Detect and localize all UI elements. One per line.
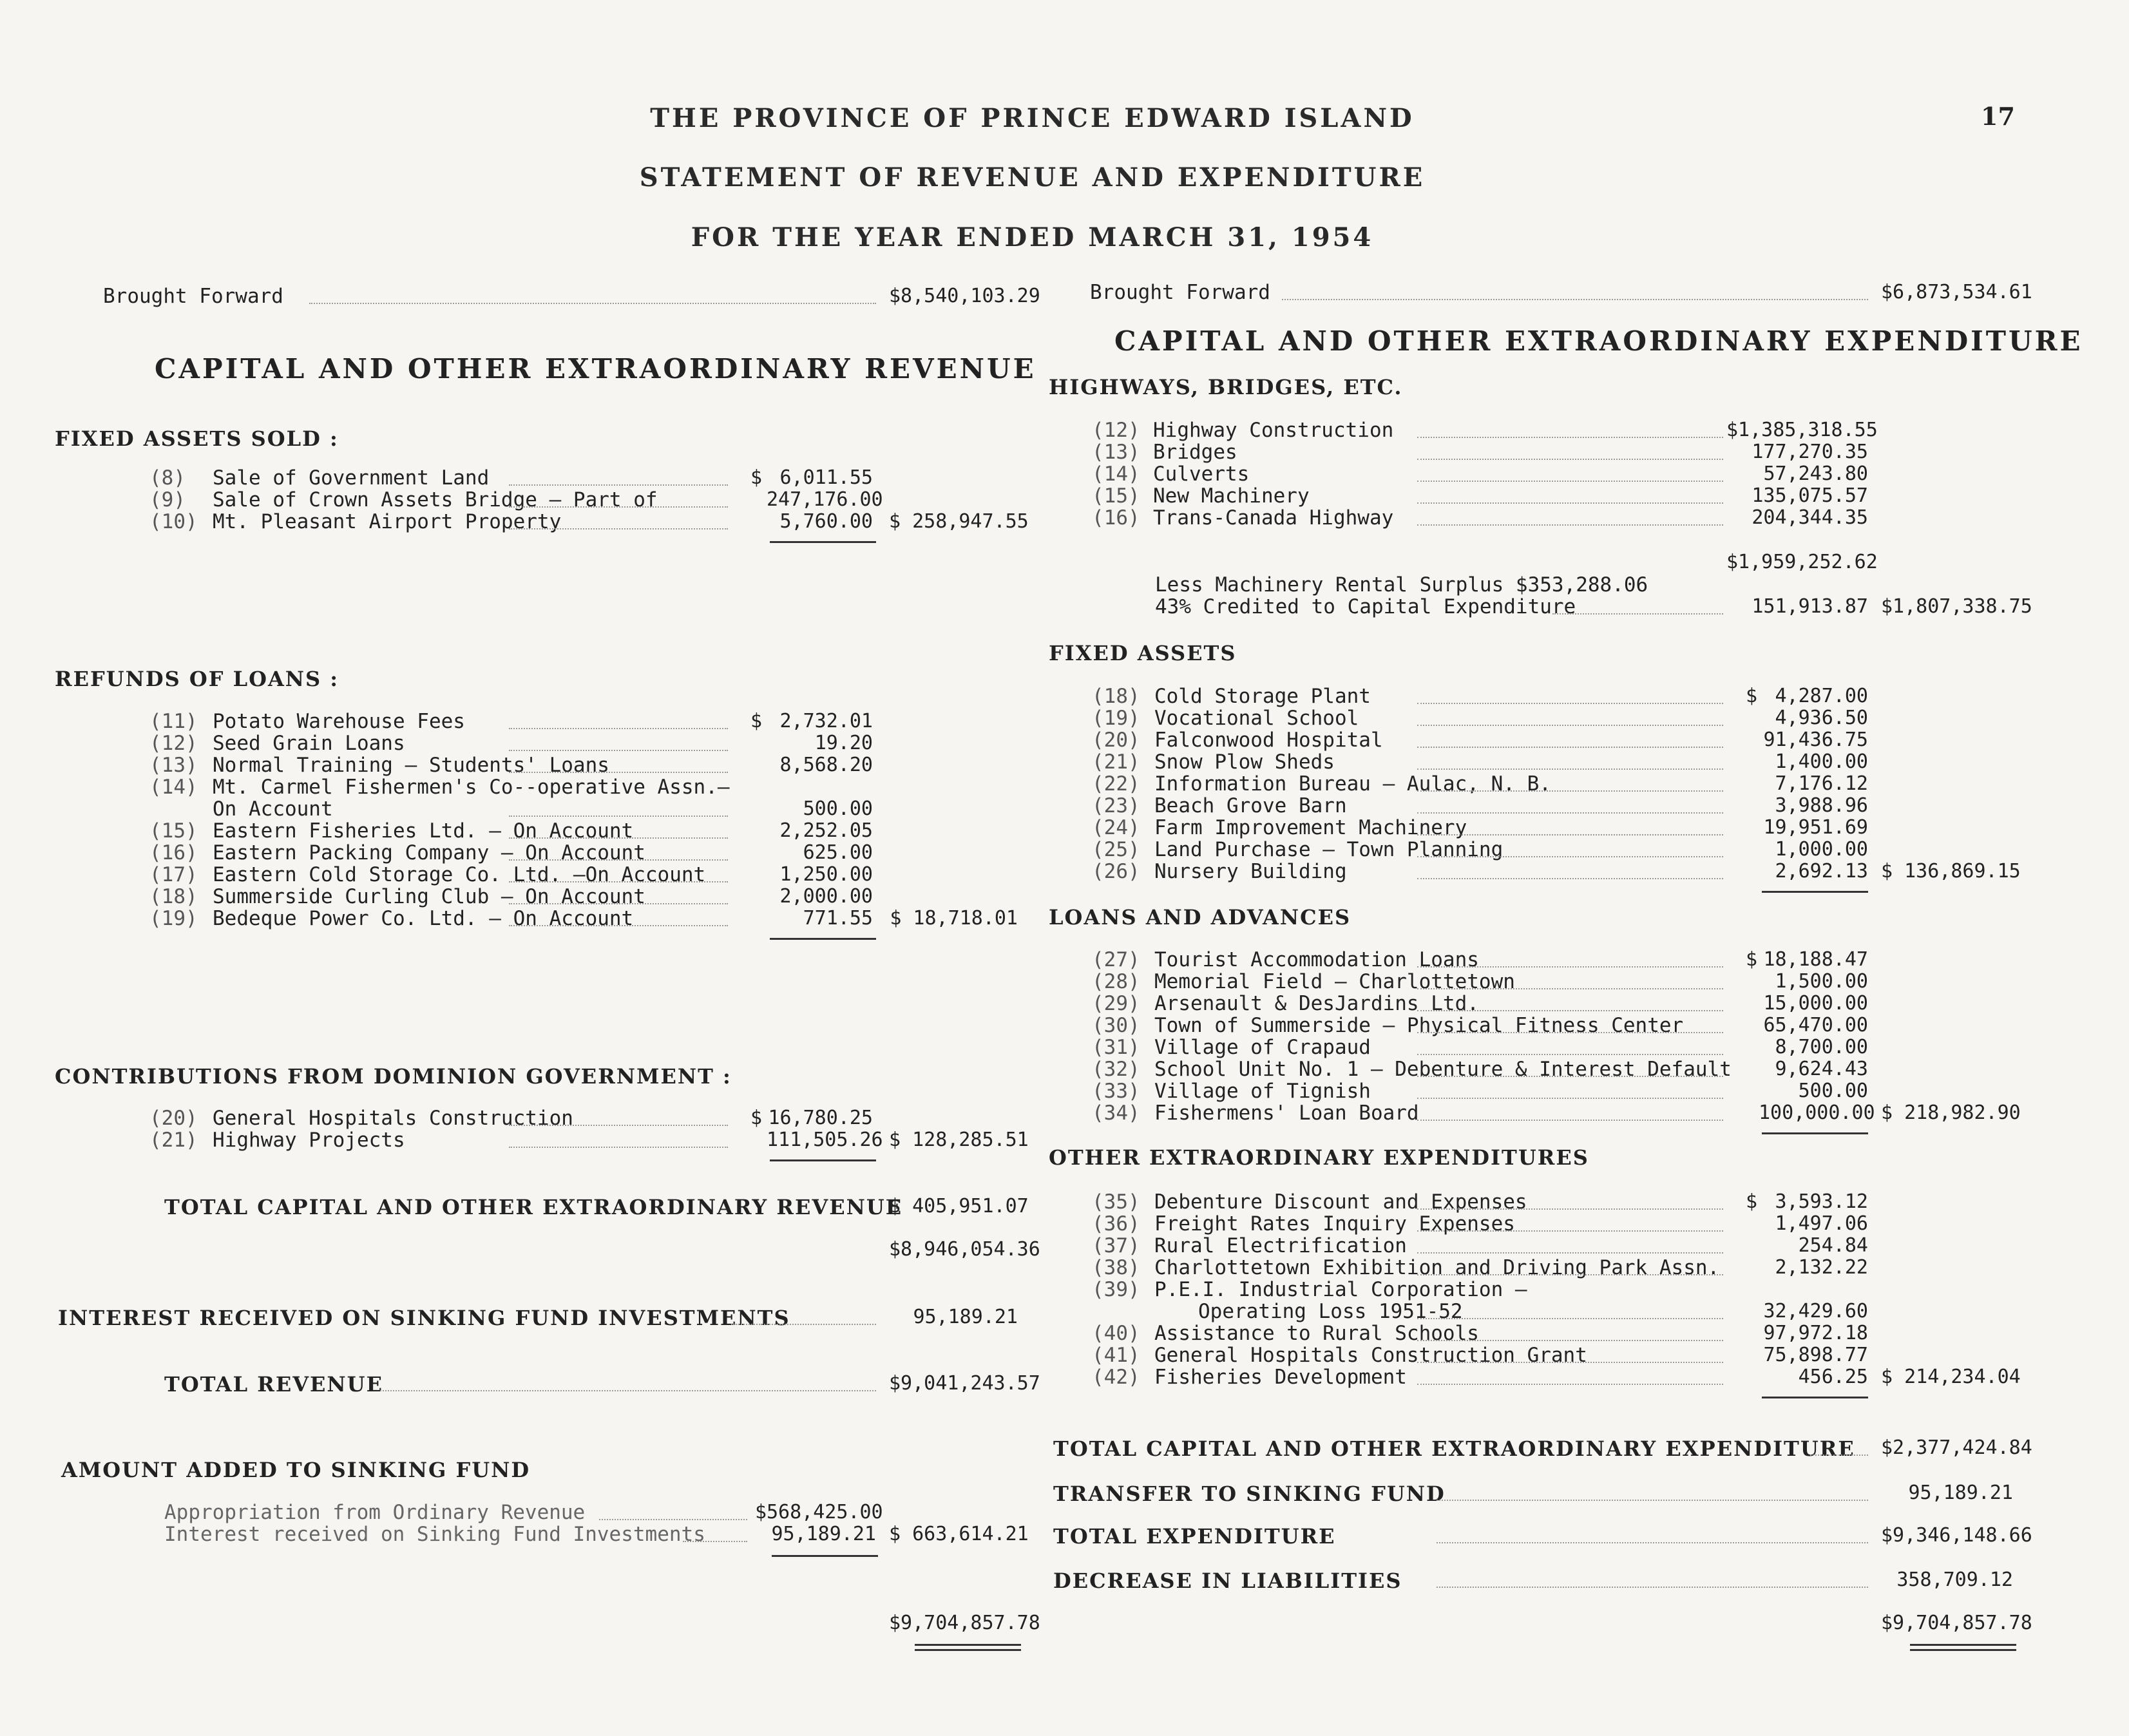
leader-dots: [1417, 768, 1723, 770]
leader-dots: [509, 1147, 728, 1148]
item-label: Nursery Building: [1154, 860, 1347, 883]
item-label: School Unit No. 1 — Debenture & Interest Default: [1154, 1058, 1732, 1081]
leader-dots: [1417, 747, 1723, 748]
leader-dots: [1417, 1274, 1723, 1275]
item-amount: 2,252.05: [779, 819, 873, 842]
item-amount: 568,425.00: [767, 1501, 883, 1523]
currency-sign: $: [1746, 685, 1758, 707]
item-number: (31): [1092, 1036, 1140, 1059]
item-label: P.E.I. Industrial Corporation —: [1154, 1278, 1527, 1301]
item-label: Beach Grove Barn: [1154, 794, 1347, 817]
item-amount: 15,000.00: [1763, 992, 1868, 1015]
item-label: Information Bureau — Aulac, N. B.: [1154, 772, 1551, 796]
period-title: FOR THE YEAR ENDED MARCH 31, 1954: [691, 222, 1374, 253]
item-amount: 111,505.26: [767, 1129, 883, 1151]
item-amount: 5,760.00: [779, 510, 873, 533]
subtotal-rule: [770, 938, 876, 940]
item-label: Eastern Fisheries Ltd. — On Account: [213, 819, 634, 843]
interest-amount: 95,189.21: [913, 1306, 1018, 1328]
item-label: Fishermens' Loan Board: [1154, 1102, 1419, 1125]
leader-dots: [1417, 703, 1723, 704]
summary-label: TOTAL CAPITAL AND OTHER EXTRAORDINARY EXPENDITURE: [1053, 1436, 1855, 1461]
section-total: $ 136,869.15: [1881, 860, 2021, 882]
item-number: (21): [149, 1129, 198, 1152]
less-amount: 151,913.87: [1752, 595, 1868, 618]
subtotal-amount: $8,946,054.36: [889, 1238, 1040, 1261]
item-label: On Account: [213, 797, 333, 821]
total-revenue-amount: $9,041,243.57: [889, 1372, 1040, 1395]
total-capital-label: TOTAL CAPITAL AND OTHER EXTRAORDINARY REVENUE: [164, 1195, 903, 1219]
item-amount: 16,780.25: [768, 1107, 873, 1129]
item-label: Interest received on Sinking Fund Investments: [164, 1523, 705, 1546]
item-amount: 6,011.55: [779, 466, 873, 489]
item-label: New Machinery: [1153, 484, 1310, 508]
item-number: (21): [1092, 750, 1140, 774]
item-label: Arsenault & DesJardins Ltd.: [1154, 992, 1479, 1015]
item-number: (14): [1092, 463, 1140, 486]
item-label: Highway Construction: [1153, 419, 1394, 442]
currency-sign: $: [1746, 1190, 1758, 1213]
item-amount: 8,568.20: [779, 754, 873, 776]
item-amount: 65,470.00: [1763, 1014, 1868, 1036]
item-amount: $1,385,318.55: [1726, 419, 1878, 441]
item-number: (22): [1092, 772, 1140, 796]
brought-forward-amount: $6,873,534.61: [1881, 281, 2032, 303]
item-amount: 254.84: [1798, 1234, 1868, 1257]
item-number: (19): [1092, 707, 1140, 730]
item-amount: 1,497.06: [1775, 1212, 1868, 1235]
item-number: (16): [149, 841, 198, 864]
item-amount: 1,400.00: [1775, 750, 1868, 773]
item-number: (35): [1092, 1190, 1140, 1214]
leader-dots: [599, 1519, 747, 1520]
item-label: Freight Rates Inquiry Expenses: [1154, 1212, 1515, 1235]
item-number: (33): [1092, 1080, 1140, 1103]
total-revenue-label: TOTAL REVENUE: [164, 1372, 383, 1397]
left-grand-total: $9,704,857.78: [889, 1612, 1040, 1634]
item-label: Village of Crapaud: [1154, 1036, 1371, 1059]
leader-dots: [1417, 856, 1723, 857]
leader-dots: [509, 881, 728, 882]
subsection-title: FIXED ASSETS: [1049, 641, 1237, 665]
leader-dots: [509, 859, 728, 861]
item-amount: 2,132.22: [1775, 1256, 1868, 1279]
item-label: Normal Training — Students' Loans: [213, 754, 609, 777]
item-amount: 3,593.12: [1775, 1190, 1868, 1213]
summary-amount: $9,346,148.66: [1881, 1524, 2032, 1547]
item-label: Bedeque Power Co. Ltd. — On Account: [213, 907, 634, 930]
leader-dots: [309, 303, 876, 304]
item-amount: 57,243.80: [1763, 463, 1868, 485]
item-amount: 4,287.00: [1775, 685, 1868, 707]
item-label: General Hospitals Construction Grant: [1154, 1344, 1587, 1367]
item-amount: 4,936.50: [1775, 707, 1868, 729]
item-label: Debenture Discount and Expenses: [1154, 1190, 1527, 1214]
section-total: $ 663,614.21: [889, 1523, 1029, 1545]
item-label: Village of Tignish: [1154, 1080, 1371, 1103]
item-amount: 625.00: [803, 841, 873, 864]
total-rule: [1910, 1644, 2016, 1646]
item-amount: 95,189.21: [771, 1523, 876, 1545]
page-number: 17: [1981, 102, 2015, 131]
leader-dots: [380, 1390, 876, 1391]
leader-dots: [1417, 459, 1723, 460]
item-number: (38): [1092, 1256, 1140, 1279]
summary-amount: $2,377,424.84: [1881, 1436, 2032, 1459]
section-total: $ 258,947.55: [889, 510, 1029, 533]
leader-dots: [1417, 1120, 1723, 1121]
item-label: Farm Improvement Machinery: [1154, 816, 1467, 839]
subsection-title: REFUNDS OF LOANS :: [55, 667, 339, 691]
item-amount: 456.25: [1798, 1366, 1868, 1388]
item-number: (10): [149, 510, 198, 533]
item-number: (28): [1092, 970, 1140, 993]
leader-dots: [1282, 299, 1868, 300]
item-number: (12): [1092, 419, 1140, 442]
right-grand-total: $9,704,857.78: [1881, 1612, 2032, 1634]
leader-dots: [731, 1324, 876, 1325]
item-number: (13): [149, 754, 198, 777]
leader-dots: [1417, 1076, 1723, 1077]
item-label: Bridges: [1153, 441, 1237, 464]
summary-label: TRANSFER TO SINKING FUND: [1053, 1482, 1446, 1506]
leader-dots: [509, 772, 728, 773]
less-line-1: Less Machinery Rental Surplus $353,288.06: [1155, 573, 1648, 596]
leader-dots: [509, 506, 728, 508]
currency-sign: $: [750, 466, 763, 489]
summary-label: DECREASE IN LIABILITIES: [1053, 1569, 1402, 1593]
leader-dots: [1417, 988, 1723, 989]
item-number: (25): [1092, 838, 1140, 861]
item-number: (29): [1092, 992, 1140, 1015]
item-number: (13): [1092, 441, 1140, 464]
item-amount: 1,250.00: [779, 863, 873, 886]
item-number: (41): [1092, 1344, 1140, 1367]
item-number: (11): [149, 710, 198, 733]
item-amount: 500.00: [803, 797, 873, 820]
leader-dots: [1417, 1362, 1723, 1363]
item-label: Operating Loss 1951-52: [1198, 1300, 1463, 1323]
item-number: (32): [1092, 1058, 1140, 1081]
item-number: (36): [1092, 1212, 1140, 1235]
item-label: Sale of Government Land: [213, 466, 490, 490]
item-number: (27): [1092, 948, 1140, 971]
leader-dots: [1417, 1318, 1723, 1319]
item-number: (12): [149, 732, 198, 755]
section-total: $ 218,982.90: [1881, 1102, 2021, 1124]
leader-dots: [1417, 437, 1723, 438]
interest-label: INTEREST RECEIVED ON SINKING FUND INVESTMENTS: [58, 1306, 790, 1330]
currency-sign: $: [750, 1107, 763, 1129]
subtotal-rule: [770, 541, 876, 543]
item-label: Cold Storage Plant: [1154, 685, 1371, 708]
leader-dots: [1417, 1252, 1723, 1254]
leader-dots: [509, 728, 728, 729]
item-label: Appropriation from Ordinary Revenue: [164, 1501, 586, 1524]
item-amount: 9,624.43: [1775, 1058, 1868, 1080]
section-total: $ 214,234.04: [1881, 1366, 2021, 1388]
item-number: (14): [149, 776, 198, 799]
item-number: (18): [149, 885, 198, 908]
item-label: Trans-Canada Highway: [1153, 506, 1394, 529]
item-label: Eastern Packing Company — On Account: [213, 841, 645, 864]
leader-dots: [509, 837, 728, 839]
section-title: CAPITAL AND OTHER EXTRAORDINARY EXPENDITURE: [1114, 325, 2083, 357]
item-amount: 19,951.69: [1763, 816, 1868, 839]
leader-dots: [1417, 812, 1723, 814]
item-label: Rural Electrification: [1154, 1234, 1407, 1257]
item-label: Charlottetown Exhibition and Driving Park Assn.: [1154, 1256, 1720, 1279]
item-amount: 1,500.00: [1775, 970, 1868, 993]
item-amount: 204,344.35: [1752, 506, 1868, 529]
leader-dots: [1417, 1098, 1723, 1099]
item-label: Snow Plow Sheds: [1154, 750, 1335, 774]
leader-dots: [683, 1541, 747, 1542]
leader-dots: [1417, 481, 1723, 482]
item-number: (23): [1092, 794, 1140, 817]
item-number: (16): [1092, 506, 1140, 529]
item-number: (39): [1092, 1278, 1140, 1301]
section-title: CAPITAL AND OTHER EXTRAORDINARY REVENUE: [155, 353, 1036, 385]
leader-dots: [509, 1125, 728, 1126]
item-label: Tourist Accommodation Loans: [1154, 948, 1479, 971]
item-label: Assistance to Rural Schools: [1154, 1322, 1479, 1345]
total-rule: [915, 1644, 1021, 1646]
item-amount: 177,270.35: [1752, 441, 1868, 463]
currency-sign: $: [750, 710, 763, 732]
leader-dots: [1552, 613, 1723, 615]
item-number: (30): [1092, 1014, 1140, 1037]
leader-dots: [1417, 524, 1723, 526]
total-rule: [915, 1649, 1021, 1651]
item-amount: 7,176.12: [1775, 772, 1868, 795]
subtotal-rule: [772, 1555, 878, 1557]
section-total: $ 128,285.51: [889, 1129, 1029, 1151]
leader-dots: [1437, 1542, 1868, 1543]
leader-dots: [1417, 966, 1723, 968]
item-number: (19): [149, 907, 198, 930]
subtotal-rule: [1762, 1132, 1868, 1134]
leader-dots: [1437, 1587, 1868, 1588]
brought-forward-label: Brought Forward: [103, 285, 283, 308]
summary-amount: 95,189.21: [1908, 1482, 2013, 1504]
item-label: Culverts: [1153, 463, 1250, 486]
item-label: Eastern Cold Storage Co. Ltd. —On Account: [213, 863, 706, 886]
subtotal-rule: [770, 1159, 876, 1161]
item-amount: 2,732.01: [779, 710, 873, 732]
brought-forward-amount: $8,540,103.29: [889, 285, 1040, 307]
currency-sign: $: [755, 1501, 767, 1523]
item-number: (15): [149, 819, 198, 843]
highways-total: $1,807,338.75: [1881, 595, 2032, 618]
less-line-2: 43% Credited to Capital Expenditure: [1155, 595, 1576, 618]
item-number: (20): [149, 1107, 198, 1130]
leader-dots: [1417, 1054, 1723, 1055]
subsection-title: OTHER EXTRAORDINARY EXPENDITURES: [1049, 1145, 1589, 1170]
leader-dots: [509, 903, 728, 904]
page-title: THE PROVINCE OF PRINCE EDWARD ISLAND: [650, 103, 1415, 133]
item-label: Falconwood Hospital: [1154, 729, 1383, 752]
item-number: (8): [149, 466, 186, 490]
subsection-title: CONTRIBUTIONS FROM DOMINION GOVERNMENT :: [55, 1064, 732, 1089]
item-amount: 2,692.13: [1775, 860, 1868, 882]
leader-dots: [1417, 1032, 1723, 1033]
item-amount: 32,429.60: [1763, 1300, 1868, 1322]
item-label: General Hospitals Construction: [213, 1107, 573, 1130]
item-amount: 18,188.47: [1763, 948, 1868, 971]
subsection-title: LOANS AND ADVANCES: [1049, 905, 1351, 930]
item-amount: 100,000.00: [1759, 1102, 1875, 1124]
subsection-title: AMOUNT ADDED TO SINKING FUND: [61, 1458, 531, 1482]
item-amount: 247,176.00: [767, 488, 883, 511]
item-amount: 771.55: [803, 907, 873, 930]
leader-dots: [1417, 834, 1723, 835]
leader-dots: [509, 484, 728, 486]
leader-dots: [509, 925, 728, 926]
item-amount: 1,000.00: [1775, 838, 1868, 861]
item-amount: 500.00: [1798, 1080, 1868, 1102]
item-amount: 135,075.57: [1752, 484, 1868, 507]
item-label: Mt. Pleasant Airport Property: [213, 510, 562, 533]
leader-dots: [1417, 790, 1723, 792]
leader-dots: [509, 816, 728, 817]
item-amount: 97,972.18: [1763, 1322, 1868, 1344]
total-capital-amount: $ 405,951.07: [889, 1195, 1029, 1217]
item-amount: 91,436.75: [1763, 729, 1868, 751]
item-label: Mt. Carmel Fishermen's Co--operative Assn.—: [213, 776, 730, 799]
leader-dots: [1417, 1340, 1723, 1341]
subsection-title: FIXED ASSETS SOLD :: [55, 426, 339, 451]
leader-dots: [1417, 1208, 1723, 1210]
leader-dots: [1810, 1455, 1868, 1456]
item-number: (18): [1092, 685, 1140, 708]
subtotal-rule: [1762, 1397, 1868, 1398]
leader-dots: [1417, 725, 1723, 726]
item-number: (24): [1092, 816, 1140, 839]
summary-label: TOTAL EXPENDITURE: [1053, 1524, 1336, 1549]
leader-dots: [1417, 878, 1723, 879]
item-amount: 19.20: [814, 732, 873, 754]
item-number: (26): [1092, 860, 1140, 883]
item-amount: 3,988.96: [1775, 794, 1868, 817]
leader-dots: [1417, 1230, 1723, 1232]
leader-dots: [1417, 502, 1723, 504]
item-amount: 8,700.00: [1775, 1036, 1868, 1058]
section-total: $ 18,718.01: [890, 907, 1018, 930]
item-number: (42): [1092, 1366, 1140, 1389]
item-number: (9): [149, 488, 186, 511]
summary-amount: 358,709.12: [1896, 1569, 2013, 1591]
item-number: (20): [1092, 729, 1140, 752]
brought-forward-label: Brought Forward: [1090, 281, 1270, 304]
item-label: Fisheries Development: [1154, 1366, 1407, 1389]
item-label: Vocational School: [1154, 707, 1359, 730]
subtotal-rule: [1762, 891, 1868, 893]
statement-title: STATEMENT OF REVENUE AND EXPENDITURE: [639, 162, 1426, 193]
currency-sign: $: [1746, 948, 1758, 971]
item-amount: 75,898.77: [1763, 1344, 1868, 1366]
leader-dots: [1417, 1010, 1723, 1011]
subsection-title: HIGHWAYS, BRIDGES, ETC.: [1049, 375, 1403, 399]
item-label: Highway Projects: [213, 1129, 405, 1152]
highways-subtotal: $1,959,252.62: [1726, 551, 1878, 573]
leader-dots: [509, 528, 728, 529]
item-number: (37): [1092, 1234, 1140, 1257]
item-number: (34): [1092, 1102, 1140, 1125]
leader-dots: [1437, 1500, 1868, 1501]
leader-dots: [1417, 1384, 1723, 1385]
item-label: Sale of Crown Assets Bridge — Part of: [213, 488, 658, 511]
item-label: Memorial Field — Charlottetown: [1154, 970, 1515, 993]
leader-dots: [509, 750, 728, 751]
item-label: Potato Warehouse Fees: [213, 710, 465, 733]
total-rule: [1910, 1649, 2016, 1651]
item-number: (15): [1092, 484, 1140, 508]
item-label: Summerside Curling Club — On Account: [213, 885, 645, 908]
item-amount: 2,000.00: [779, 885, 873, 908]
item-label: Land Purchase — Town Planning: [1154, 838, 1504, 861]
item-label: Seed Grain Loans: [213, 732, 405, 755]
item-number: (17): [149, 863, 198, 886]
item-number: (40): [1092, 1322, 1140, 1345]
item-label: Town of Summerside — Physical Fitness Center: [1154, 1014, 1684, 1037]
